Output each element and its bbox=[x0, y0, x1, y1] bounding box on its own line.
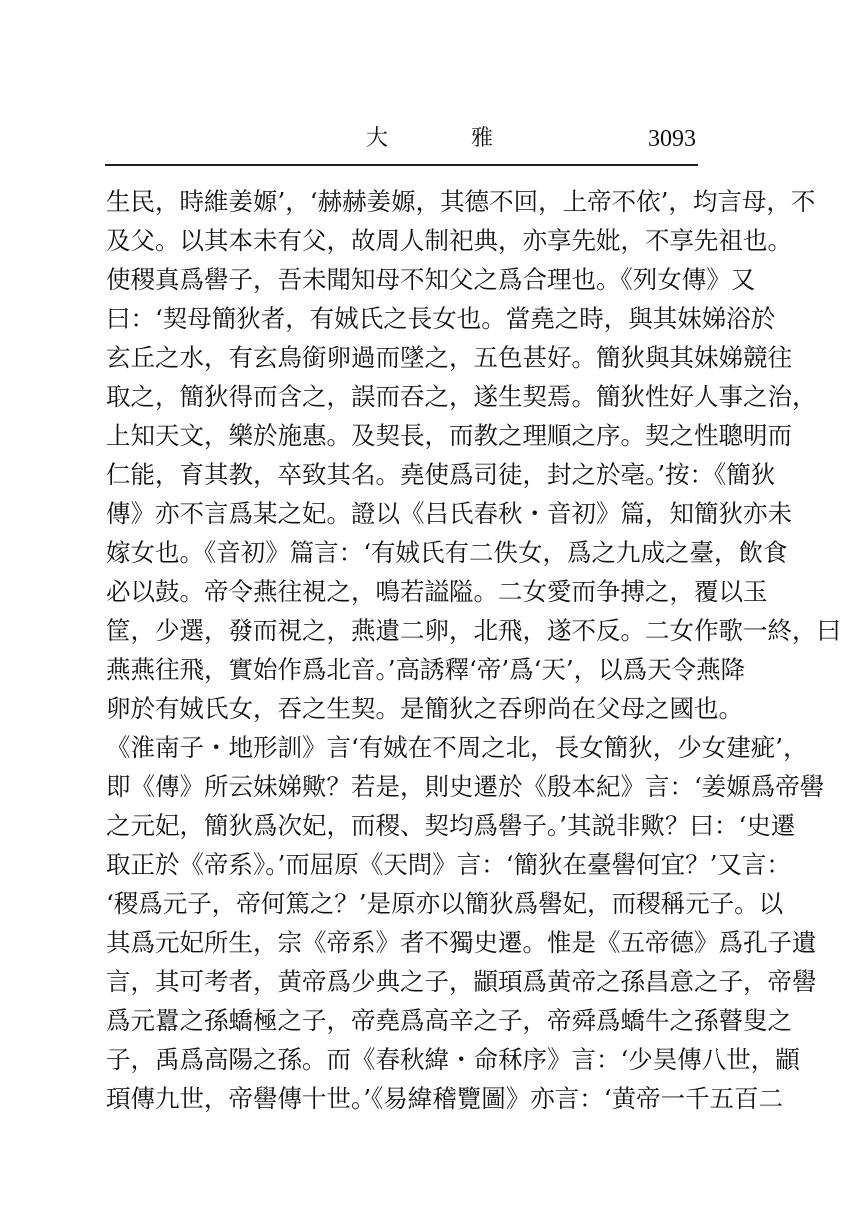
text-line: 必以鼓。帝令燕往視之，鳴若謚隘。二女愛而争搏之，覆以玉 bbox=[106, 577, 768, 606]
text-line: 傳》亦不言爲某之妃。證以《吕氏春秋・音初》篇，知簡狄亦未 bbox=[106, 499, 792, 528]
text-line: 《淮南子・地形訓》言‘有娀在不周之北，長女簡狄，少女建疵’， bbox=[106, 733, 808, 762]
text-line: 即《傳》所云妹娣歟？若是，則史遷於《殷本紀》言：‘姜嫄爲帝嚳 bbox=[106, 772, 825, 801]
text-line: 嫁女也。《音初》篇言：‘有娀氏有二佚女，爲之九成之臺，飲食 bbox=[106, 538, 788, 567]
text-line: 爲元囂之孫蟜極之子，帝堯爲高辛之子，帝舜爲蟜牛之孫瞽叟之 bbox=[106, 1006, 792, 1035]
header-rule bbox=[105, 164, 698, 166]
text-line: 言，其可考者，黄帝爲少典之子，顓頊爲黄帝之孫昌意之子，帝嚳 bbox=[106, 967, 817, 996]
text-line: 之元妃，簡狄爲次妃，而稷、契均爲嚳子。’其説非歟？曰：‘史遷 bbox=[106, 811, 796, 840]
text-line: 取正於《帝系》。’而屈原《天問》言：‘簡狄在臺嚳何宜？’又言： bbox=[106, 850, 791, 879]
text-line: 燕燕往飛，實始作爲北音。’高誘釋‘帝’爲‘天’，以爲天令燕降 bbox=[106, 655, 746, 684]
page-number: 3093 bbox=[648, 126, 696, 152]
body-text bbox=[106, 182, 841, 1118]
text-line: 筐，少選，發而視之，燕遺二卵，北飛，遂不反。二女作歌一終，曰 bbox=[106, 616, 841, 645]
text-line: 及父。以其本未有父，故周人制祀典，亦享先妣，不享先祖也。 bbox=[106, 226, 792, 255]
text-line: 仁能，育其教，卒致其名。堯使爲司徒，封之於亳。’按：《簡狄 bbox=[106, 460, 776, 489]
text-line: 取之，簡狄得而含之，誤而吞之，遂生契焉。簡狄性好人事之治， bbox=[106, 382, 817, 411]
text-line: 其爲元妃所生，宗《帝系》者不獨史遷。惟是《五帝德》爲孔子遺 bbox=[106, 928, 817, 957]
text-line: ‘稷爲元子，帝何篤之？’是原亦以簡狄爲嚳妃，而稷稱元子。以 bbox=[106, 889, 784, 918]
text-line: 使稷真爲嚳子，吾未聞知母不知父之爲合理也。《列女傳》又 bbox=[106, 265, 756, 294]
section-title: 大 雅 bbox=[366, 126, 531, 151]
text-line: 卵於有娀氏女，吞之生契。是簡狄之吞卵尚在父母之國也。 bbox=[106, 694, 743, 723]
text-line: 頊傳九世，帝嚳傳十世。’《易緯稽覽圖》亦言：‘黄帝一千五百二 bbox=[106, 1084, 784, 1113]
running-head bbox=[108, 124, 696, 154]
text-line: 曰：‘契母簡狄者，有娀氏之長女也。當堯之時，與其妹娣浴於 bbox=[106, 304, 776, 333]
text-line: 玄丘之水，有玄鳥銜卵過而墜之，五色甚好。簡狄與其妹娣競往 bbox=[106, 343, 792, 372]
text-line: 上知天文，樂於施惠。及契長，而教之理順之序。契之性聰明而 bbox=[106, 421, 792, 450]
text-line: 生民，時維姜嫄’，‘赫赫姜嫄，其德不回，上帝不依’，均言母，不 bbox=[106, 187, 816, 216]
text-line: 子，禹爲高陽之孫。而《春秋緯・命秝序》言：‘少昊傳八世，顓 bbox=[106, 1045, 800, 1074]
